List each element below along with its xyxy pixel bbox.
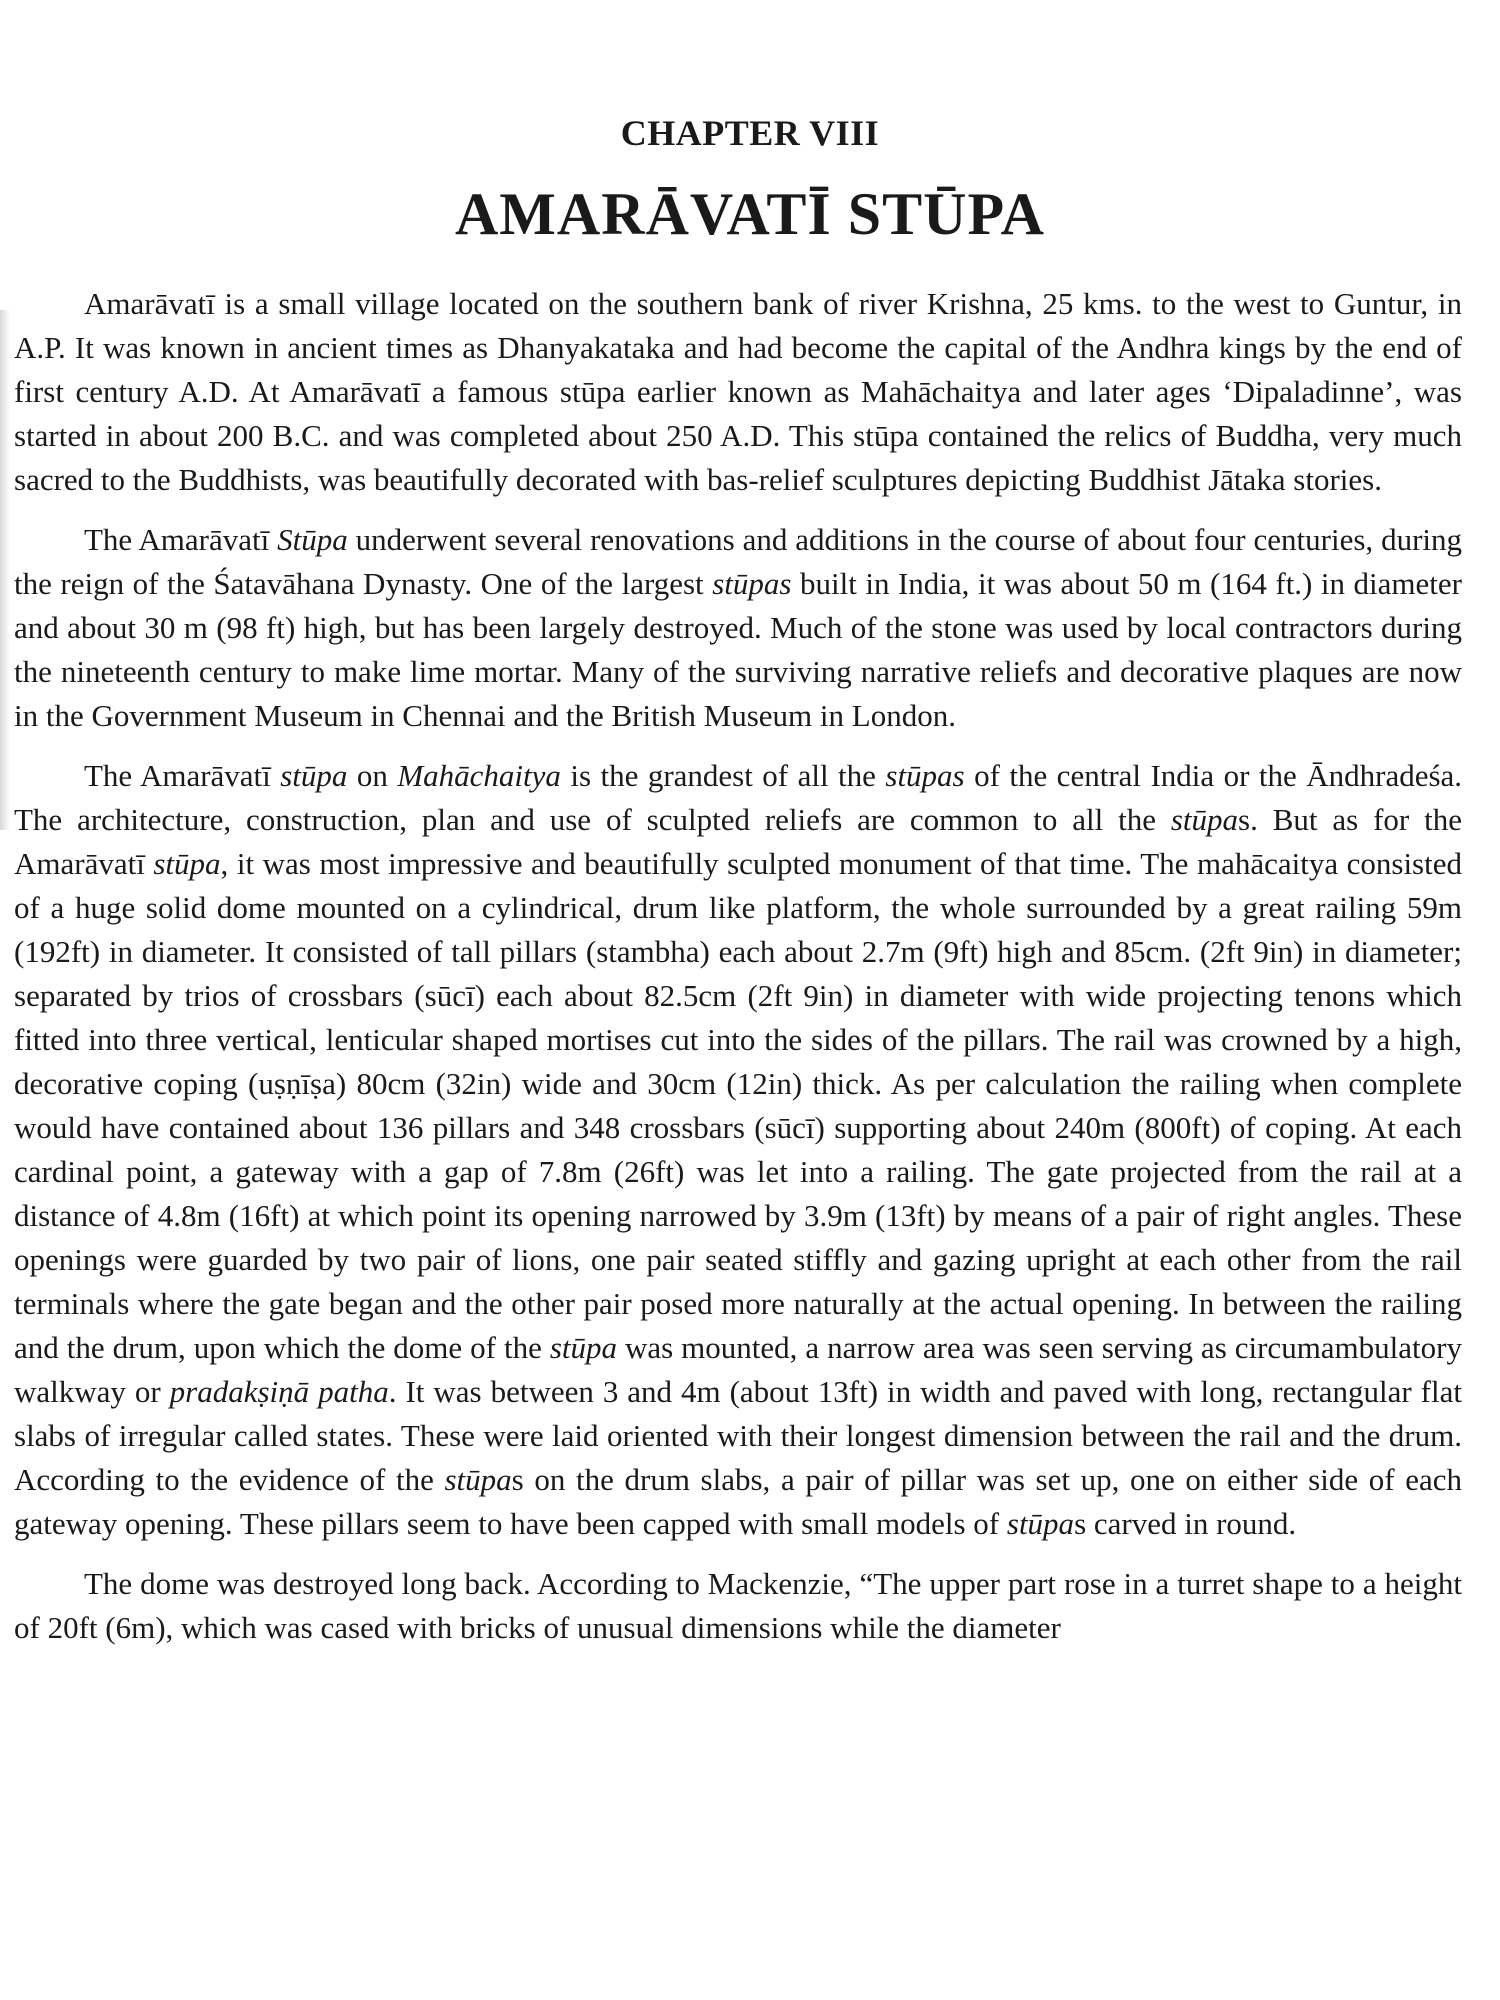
- text-run: The Amarāvatī: [84, 758, 281, 793]
- italic-term: stūpas: [712, 566, 792, 601]
- text-run: built in India, it was about 50 m (164 ft.) in diameter and about 30 m (98 ft) high, but has been largely destroyed. Much of the stone was used by local contractors during the nineteenth century to make lime mortar. Many of the surviving narrative reliefs and decorative plaques are now in the Government Museum in Chennai and the British Museum in London.: [14, 566, 1462, 733]
- paragraph: [14, 282, 1462, 502]
- text-run: was mounted, a narrow area was seen serving as circumambulatory walkway or: [14, 1330, 1462, 1409]
- text-run: s carved in round.: [1074, 1506, 1297, 1541]
- text-run: underwent several renovations and additions in the course of about four centuries, during the reign of the Śatavāhana Dynasty. One of the largest: [14, 522, 1462, 601]
- paragraph: [14, 754, 1462, 1546]
- text-run: The dome was destroyed long back. According to Mackenzie, “The upper part rose in a turret shape to a height of 20ft (6m), which was cased with bricks of unusual dimensions while the diameter: [14, 1566, 1462, 1645]
- italic-term: Stūpa: [277, 522, 348, 557]
- text-run: Amarāvatī is a small village located on the southern bank of river Krishna, 25 kms. to the west to Guntur, in A.P. It was known in ancient times as Dhanyakataka and had become the capital of the Andhra kings by the end of first century A.D. At Amarāvatī a famous stūpa earlier known as Mahāchaitya and later ages ‘Dipaladinne’, was started in about 200 B.C. and was completed about 250 A.D. This stūpa contained the relics of Buddha, very much sacred to the Buddhists, was beautifully decorated with bas-relief sculptures depicting Buddhist Jātaka stories.: [14, 286, 1462, 497]
- italic-term: stūpa: [1170, 802, 1239, 837]
- chapter-title: AMARĀVATĪ STŪPA: [454, 181, 1046, 247]
- italic-term: stūpas: [885, 758, 965, 793]
- text-run: of the central India or the Āndhradeśa. The architecture, construction, plan and use of sculpted reliefs are common to all the: [14, 758, 1463, 837]
- paragraph: [14, 518, 1462, 738]
- paragraph: [14, 1562, 1462, 1650]
- italic-term: stūpa: [153, 846, 221, 881]
- text-run: on: [347, 758, 398, 793]
- text-run: is the grandest of all the: [560, 758, 886, 793]
- italic-term: stūpa: [444, 1462, 512, 1497]
- italic-term: Mahāchaitya: [397, 758, 561, 793]
- chapter-body: [14, 282, 1462, 1650]
- text-run: s. But as for the Amarāvatī: [14, 802, 1463, 881]
- text-run: s on the drum slabs, a pair of pillar was set up, one on either side of each gateway opening. These pillars seem to have been capped with small models of: [14, 1462, 1462, 1541]
- text-run: , it was most impressive and beautifully sculpted monument of that time. The mahācaitya consisted of a huge solid dome mounted on a cylindrical, drum like platform, the whole surrounded by a great railing 59m (192ft) in diameter. It consisted of tall pillars (stambha) each about 2.7m (9ft) high and 85cm. (2ft 9in) in diameter; separated by trios of crossbars (sūcī) each about 82.5cm (2ft 9in) in diameter with wide projecting tenons which fitted into three vertical, lenticular shaped mortises cut into the sides of the pillars. The rail was crowned by a high, decorative coping (uṣṇīṣa) 80cm (32in) wide and 30cm (12in) thick. As per calculation the railing when complete would have contained about 136 pillars and 348 crossbars (sūcī) supporting about 240m (800ft) of coping. At each cardinal point, a gateway with a gap of 7.8m (26ft) was let into a railing. The gate projected from the rail at a distance of 4.8m (16ft) at which point its opening narrowed by 3.9m (13ft) by means of a pair of right angles. These openings were guarded by two pair of lions, one pair seated stiffly and gazing upright at each other from the rail terminals where the gate began and the other pair posed more naturally at the actual opening. In between the railing and the drum, upon which the dome of the: [14, 846, 1462, 1365]
- italic-term: stūpa: [1006, 1506, 1075, 1541]
- chapter-number: CHAPTER VIII: [620, 113, 880, 153]
- italic-term: pradakṣiṇā patha: [169, 1374, 389, 1409]
- text-run: The Amarāvatī: [84, 522, 278, 557]
- italic-term: stūpa: [280, 758, 348, 793]
- text-run: . It was between 3 and 4m (about 13ft) in width and paved with long, rectangular flat slabs of irregular called states. These were laid oriented with their longest dimension between the rail and the drum. According to the evidence of the: [14, 1374, 1462, 1497]
- italic-term: stūpa: [549, 1330, 617, 1365]
- scan-edge-shadow: [0, 310, 10, 830]
